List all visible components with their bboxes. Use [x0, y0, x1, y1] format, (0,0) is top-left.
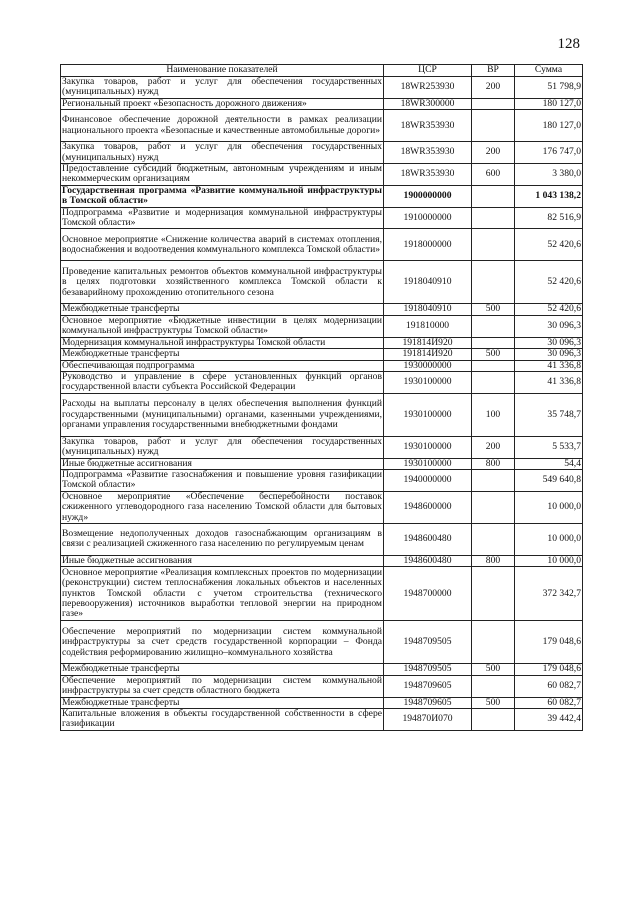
- row-vr: [472, 207, 515, 229]
- row-vr: [472, 371, 515, 393]
- table-row: [61, 567, 583, 621]
- row-sum: 60 082,7: [515, 697, 583, 708]
- header-sum: Сумма: [515, 65, 583, 77]
- row-sum: 30 096,3: [515, 349, 583, 360]
- row-sum: 180 127,0: [515, 98, 583, 109]
- row-csr: 1948709605: [384, 697, 472, 708]
- row-vr: 200: [472, 142, 515, 164]
- row-sum: 30 096,3: [515, 337, 583, 348]
- row-name: Подпрограмма «Развитие газоснабжения и повышение уровня газификации Томской области»: [62, 468, 382, 491]
- row-name: Основное мероприятие «Обеспечение бесперебойности поставок сжиженного углеводородного газа населению Томской области для бытовых нужд»: [62, 490, 382, 523]
- row-name: Межбюджетные трансферты: [61, 664, 384, 675]
- row-sum: 35 748,7: [515, 393, 583, 436]
- row-csr: 1948600480: [384, 523, 472, 555]
- row-vr: [472, 110, 515, 142]
- row-sum: 10 000,0: [515, 491, 583, 523]
- table-row: [61, 523, 583, 555]
- table-row: [61, 261, 583, 304]
- row-csr: 18WR300000: [384, 98, 472, 109]
- row-sum: 41 336,8: [515, 371, 583, 393]
- row-name: Межбюджетные трансферты: [61, 304, 384, 315]
- row-csr: 18WR353930: [384, 110, 472, 142]
- row-csr: 191810000: [384, 315, 472, 337]
- row-sum: 179 048,6: [515, 621, 583, 664]
- table-row: [61, 675, 583, 697]
- table-row: [61, 458, 583, 469]
- row-sum: 41 336,8: [515, 360, 583, 371]
- row-name: Основное мероприятие «Реализация комплексных проектов по модернизации (реконструкции) систем теплоснабжения локальных объектов и населенных пунктов Томской области с учетом строительства (технического перевооружения) источников выработки тепловой энергии на природном газе»: [62, 566, 382, 620]
- row-vr: 600: [472, 164, 515, 186]
- row-vr: [472, 675, 515, 697]
- row-csr: 1930000000: [384, 360, 472, 371]
- row-vr: [472, 523, 515, 555]
- page-number: 128: [557, 36, 580, 52]
- row-name: Межбюджетные трансферты: [61, 349, 384, 360]
- row-csr: 1948700000: [384, 567, 472, 621]
- row-csr: 1940000000: [384, 469, 472, 491]
- row-name: Обеспечение мероприятий по модернизации систем коммунальной инфраструктуры за счет средств государственной корпорации – Фонда содействия реформированию жилищно–коммунального хозяйства: [61, 621, 384, 664]
- row-name: Региональный проект «Безопасность дорожного движения»: [61, 98, 384, 109]
- table-row: [61, 664, 583, 675]
- row-sum: 3 380,0: [515, 164, 583, 186]
- row-sum: 549 640,8: [515, 469, 583, 491]
- table-row: [61, 98, 583, 109]
- row-name: Подпрограмма «Развитие и модернизация коммунальной инфраструктуры Томской области»: [62, 206, 382, 229]
- row-vr: [472, 360, 515, 371]
- row-csr: 1948709505: [384, 621, 472, 664]
- row-csr: 1930100000: [384, 393, 472, 436]
- row-csr: 194870И070: [384, 709, 472, 731]
- row-sum: 10 000,0: [515, 555, 583, 566]
- table-row: [61, 229, 583, 261]
- table-row: [61, 77, 583, 99]
- row-vr: [472, 229, 515, 261]
- table-body: [61, 77, 583, 731]
- row-sum: 52 420,6: [515, 261, 583, 304]
- row-sum: 52 420,6: [515, 229, 583, 261]
- row-name: Возмещение недополученных доходов газоснабжающим организациям в связи с реализацией сжиженного газа населению по регулируемым ценам: [61, 523, 384, 555]
- row-name: Государственная программа «Развитие коммунальной инфраструктуры в Томской области»: [62, 184, 382, 207]
- row-name: Закупка товаров, работ и услуг для обеспечения государственных (муниципальных) нужд: [62, 141, 382, 163]
- table-row: [61, 436, 583, 458]
- row-csr: 1948709505: [384, 664, 472, 675]
- header-csr: ЦСР: [384, 65, 472, 77]
- row-csr: 18WR253930: [384, 77, 472, 99]
- row-name: Межбюджетные трансферты: [61, 697, 384, 708]
- row-csr: 1900000000: [384, 185, 472, 207]
- header-name: Наименование показателей: [61, 65, 384, 77]
- row-name: Обеспечивающая подпрограмма: [61, 360, 384, 371]
- row-sum: 10 000,0: [515, 523, 583, 555]
- table-row: [61, 185, 583, 207]
- row-sum: 60 082,7: [515, 675, 583, 697]
- row-csr: 1910000000: [384, 207, 472, 229]
- row-csr: 18WR353930: [384, 164, 472, 186]
- table-row: [61, 164, 583, 186]
- table-row: [61, 621, 583, 664]
- row-vr: [472, 261, 515, 304]
- table-row: [61, 349, 583, 360]
- row-csr: 1930100000: [384, 458, 472, 469]
- row-sum: 52 420,6: [515, 304, 583, 315]
- table-row: [61, 142, 583, 164]
- row-vr: 800: [472, 458, 515, 469]
- row-csr: 1930100000: [384, 371, 472, 393]
- row-name: Проведение капитальных ремонтов объектов коммунальной инфраструктуры в целях подготовки хозяйственного комплекса Томской области к безаварийному прохождению отопительного сезона: [61, 261, 384, 304]
- row-vr: [472, 491, 515, 523]
- row-sum: 179 048,6: [515, 664, 583, 675]
- row-vr: 500: [472, 697, 515, 708]
- row-sum: 51 798,9: [515, 77, 583, 99]
- row-sum: 30 096,3: [515, 315, 583, 337]
- table-row: [61, 555, 583, 566]
- row-csr: 1918040910: [384, 304, 472, 315]
- row-name: Иные бюджетные ассигнования: [61, 555, 384, 566]
- table-row: [61, 304, 583, 315]
- row-csr: 1948709605: [384, 675, 472, 697]
- row-vr: [472, 567, 515, 621]
- row-csr: 191814И920: [384, 349, 472, 360]
- row-vr: 200: [472, 77, 515, 99]
- header-vr: ВР: [472, 65, 515, 77]
- row-vr: [472, 98, 515, 109]
- table-row: [61, 371, 583, 393]
- row-vr: 500: [472, 349, 515, 360]
- table-row: [61, 709, 583, 731]
- table-row: [61, 469, 583, 491]
- table-row: [61, 697, 583, 708]
- row-vr: [472, 315, 515, 337]
- row-name: Предоставление субсидий бюджетным, автономным учреждениям и иным некоммерческим организациям: [62, 163, 382, 185]
- row-csr: 18WR353930: [384, 142, 472, 164]
- row-name: Иные бюджетные ассигнования: [61, 458, 384, 469]
- table-row: [61, 207, 583, 229]
- row-name: Капитальные вложения в объекты государственной собственности в сфере газификации: [62, 708, 382, 730]
- row-sum: 372 342,7: [515, 567, 583, 621]
- table-row: [61, 110, 583, 142]
- row-vr: 500: [472, 304, 515, 315]
- row-sum: 1 043 138,2: [515, 185, 583, 207]
- row-vr: [472, 621, 515, 664]
- row-name: Расходы на выплаты персоналу в целях обеспечения выполнения функций государственными (муниципальными) органами, казенными учреждениями, органами управления государственными внебюджетными фондами: [61, 393, 384, 436]
- row-csr: 1948600480: [384, 555, 472, 566]
- row-csr: 1918000000: [384, 229, 472, 261]
- budget-table: [60, 64, 583, 731]
- row-sum: 54,4: [515, 458, 583, 469]
- row-vr: 100: [472, 393, 515, 436]
- row-csr: 1948600000: [384, 491, 472, 523]
- row-vr: 800: [472, 555, 515, 566]
- row-vr: [472, 185, 515, 207]
- row-name: Основное мероприятие «Снижение количества аварий в системах отопления, водоснабжения и водоотведения коммунального комплекса Томской области»: [61, 229, 384, 261]
- table-row: [61, 491, 583, 523]
- table-row: [61, 360, 583, 371]
- row-sum: 39 442,4: [515, 709, 583, 731]
- row-csr: 1918040910: [384, 261, 472, 304]
- row-csr: 191814И920: [384, 337, 472, 348]
- row-name: Финансовое обеспечение дорожной деятельности в рамках реализации национального проекта «Безопасные и качественные автомобильные дороги»: [61, 110, 384, 142]
- row-name: Закупка товаров, работ и услуг для обеспечения государственных (муниципальных) нужд: [62, 76, 382, 98]
- row-name: Закупка товаров, работ и услуг для обеспечения государственных (муниципальных) нужд: [62, 435, 382, 458]
- table-row: [61, 315, 583, 337]
- row-name: Основное мероприятие «Бюджетные инвестиции в целях модернизации коммунальной инфраструктуры Томской области»: [62, 314, 382, 337]
- row-vr: [472, 469, 515, 491]
- table-header-row: [61, 65, 583, 77]
- row-sum: 82 516,9: [515, 207, 583, 229]
- row-sum: 180 127,0: [515, 110, 583, 142]
- row-csr: 1930100000: [384, 436, 472, 458]
- table-row: [61, 393, 583, 436]
- table-row: [61, 337, 583, 348]
- row-name: Обеспечение мероприятий по модернизации систем коммунальной инфраструктуры за счет средств областного бюджета: [62, 674, 382, 697]
- row-vr: [472, 709, 515, 731]
- row-sum: 5 533,7: [515, 436, 583, 458]
- row-sum: 176 747,0: [515, 142, 583, 164]
- row-vr: [472, 337, 515, 348]
- row-vr: 200: [472, 436, 515, 458]
- row-name: Модернизация коммунальной инфраструктуры Томской области: [61, 337, 384, 348]
- row-vr: 500: [472, 664, 515, 675]
- row-name: Руководство и управление в сфере установленных функций органов государственной власти субъекта Российской Федерации: [62, 370, 382, 393]
